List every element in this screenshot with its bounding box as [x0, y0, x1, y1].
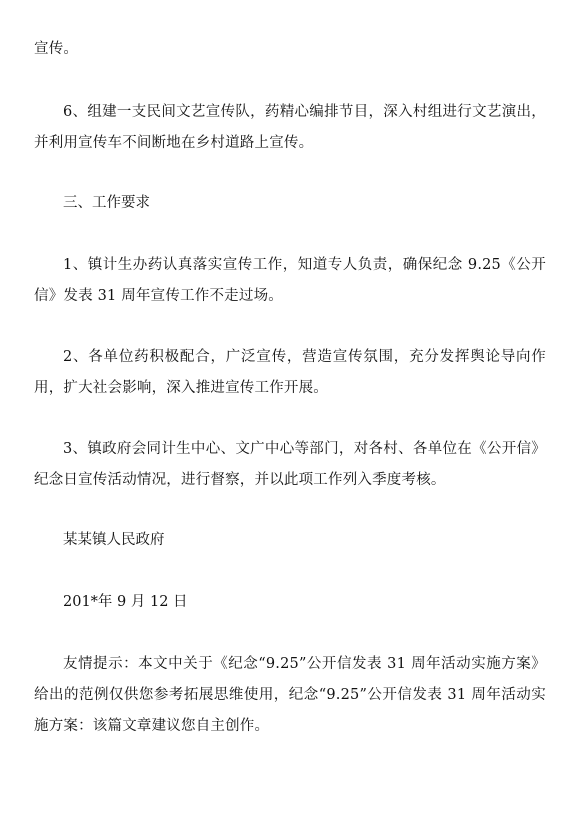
paragraph-requirement-3: 3、镇政府会同计生中心、文广中心等部门，对各村、各单位在《公开信》纪念日宣传活动情况，进行督察，并以此项工作列入季度考核。 — [34, 441, 546, 488]
friendly-tip-paragraph: 友情提示：本文中关于《纪念“9.25”公开信发表 31 周年活动实施方案》给出的范例仅供您参考拓展思维使用，纪念“9.25”公开信发表 31 周年活动实施方案：该篇文章建议您自主创作。 — [34, 656, 546, 734]
paragraph-continuation: 宣传。 — [34, 41, 79, 57]
paragraph-requirement-1: 1、镇计生办药认真落实宣传工作，知道专人负责，确保纪念 9.25《公开信》发表 31 周年宣传工作不走过场。 — [34, 257, 546, 304]
signature-organization: 某某镇人民政府 — [63, 532, 165, 548]
paragraph-requirement-2: 2、各单位药积极配合，广泛宣传，营造宣传氛围，充分发挥舆论导向作用，扩大社会影响，深入推进宣传工作开展。 — [34, 349, 546, 396]
paragraph-item-6: 6、组建一支民间文艺宣传队，药精心编排节目，深入村组进行文艺演出，并利用宣传车不间断地在乡村道路上宣传。 — [34, 104, 546, 151]
document-date: 201*年 9 月 12 日 — [63, 594, 188, 610]
section-heading-work-requirements: 三、工作要求 — [63, 195, 150, 211]
